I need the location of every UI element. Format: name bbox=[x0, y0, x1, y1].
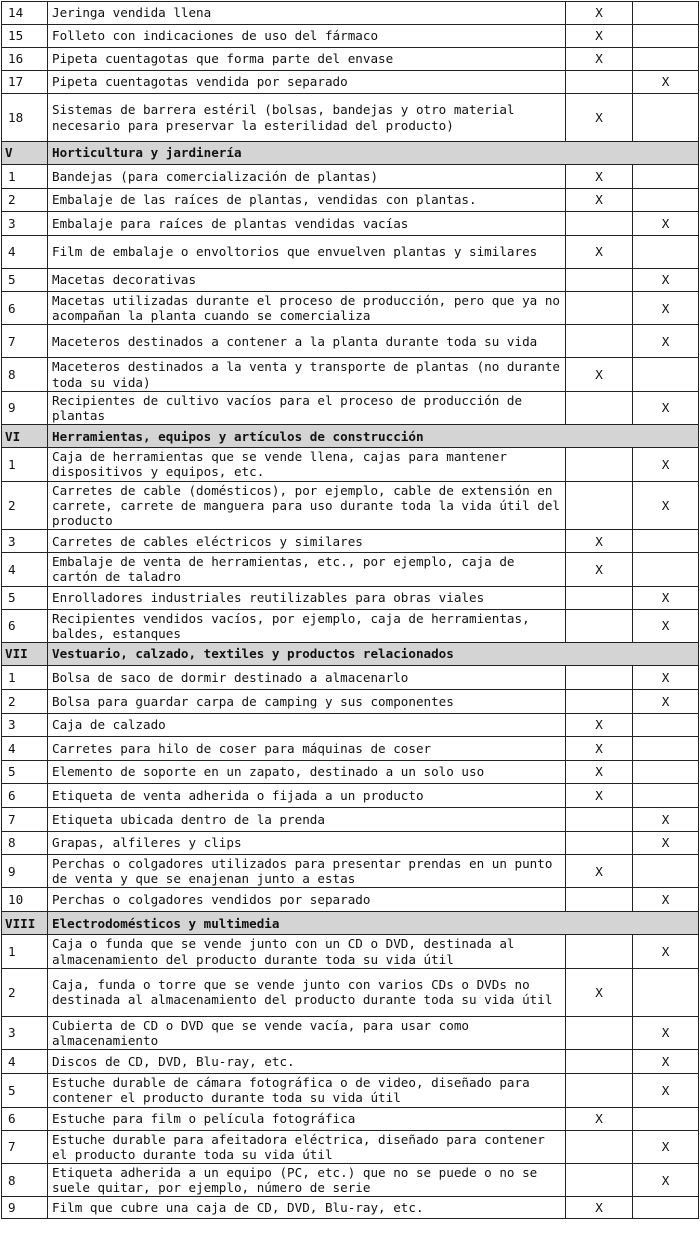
mark-column-2: X bbox=[633, 1164, 699, 1197]
item-description: Carretes para hilo de coser para máquinas de coser bbox=[48, 737, 566, 761]
section-title: Horticultura y jardinería bbox=[48, 142, 699, 165]
item-description: Estuche durable de cámara fotográfica o de video, diseñado para contener el producto durante toda su vida útil bbox=[48, 1074, 566, 1107]
mark-column-1 bbox=[566, 481, 633, 530]
mark-column-2 bbox=[633, 553, 699, 586]
item-number: 1 bbox=[2, 448, 48, 481]
item-description: Recipientes de cultivo vacíos para el proceso de producción de plantas bbox=[48, 391, 566, 424]
item-description: Macetas decorativas bbox=[48, 269, 566, 292]
item-number: 2 bbox=[2, 968, 48, 1016]
mark-column-1 bbox=[566, 448, 633, 481]
item-description: Caja de herramientas que se vende llena, cajas para mantener dispositivos y equipos, etc. bbox=[48, 448, 566, 481]
item-number: 4 bbox=[2, 1050, 48, 1074]
mark-column-1 bbox=[566, 666, 633, 690]
item-description: Enrolladores industriales reutilizables para obras viales bbox=[48, 586, 566, 609]
mark-column-1: X bbox=[566, 761, 633, 784]
item-description: Embalaje de las raíces de plantas, vendidas con plantas. bbox=[48, 189, 566, 212]
item-description: Recipientes vendidos vacíos, por ejemplo, caja de herramientas, baldes, estanques bbox=[48, 609, 566, 642]
table-row bbox=[2, 325, 699, 358]
section-number: VIII bbox=[2, 912, 48, 935]
table-row bbox=[2, 935, 699, 968]
item-description: Maceteros destinados a contener a la planta durante toda su vida bbox=[48, 325, 566, 358]
table-row bbox=[2, 530, 699, 553]
mark-column-2 bbox=[633, 236, 699, 269]
table-row bbox=[2, 1164, 699, 1197]
mark-column-1 bbox=[566, 1074, 633, 1107]
table-row bbox=[2, 1130, 699, 1163]
mark-column-1 bbox=[566, 690, 633, 714]
table-row bbox=[2, 609, 699, 642]
mark-column-1 bbox=[566, 586, 633, 609]
item-description: Caja o funda que se vende junto con un CD o DVD, destinada al almacenamiento del producto durante toda su vida útil bbox=[48, 935, 566, 968]
item-number: 3 bbox=[2, 714, 48, 737]
item-description: Caja, funda o torre que se vende junto con varios CDs o DVDs no destinada al almacenamiento del producto durante toda su vida útil bbox=[48, 968, 566, 1016]
mark-column-1 bbox=[566, 1016, 633, 1049]
mark-column-2: X bbox=[633, 609, 699, 642]
item-description: Bolsa de saco de dormir destinado a almacenarlo bbox=[48, 666, 566, 690]
mark-column-2: X bbox=[633, 481, 699, 530]
section-title: Electrodomésticos y multimedia bbox=[48, 912, 699, 935]
mark-column-2: X bbox=[633, 71, 699, 94]
item-description: Etiqueta ubicada dentro de la prenda bbox=[48, 808, 566, 832]
mark-column-2: X bbox=[633, 666, 699, 690]
table-row bbox=[2, 2, 699, 25]
item-description: Embalaje para raíces de plantas vendidas vacías bbox=[48, 212, 566, 236]
mark-column-2 bbox=[633, 784, 699, 808]
table-row bbox=[2, 212, 699, 236]
item-number: 5 bbox=[2, 586, 48, 609]
table-row bbox=[2, 888, 699, 912]
mark-column-2: X bbox=[633, 808, 699, 832]
item-description: Bolsa para guardar carpa de camping y sus componentes bbox=[48, 690, 566, 714]
mark-column-2: X bbox=[633, 292, 699, 325]
mark-column-2 bbox=[633, 94, 699, 142]
mark-column-2 bbox=[633, 189, 699, 212]
mark-column-1 bbox=[566, 391, 633, 424]
mark-column-2 bbox=[633, 1107, 699, 1130]
mark-column-1: X bbox=[566, 737, 633, 761]
item-number: 6 bbox=[2, 292, 48, 325]
item-number: 7 bbox=[2, 808, 48, 832]
mark-column-1: X bbox=[566, 2, 633, 25]
table-row bbox=[2, 448, 699, 481]
mark-column-2: X bbox=[633, 1130, 699, 1163]
item-number: 8 bbox=[2, 358, 48, 391]
item-description: Jeringa vendida llena bbox=[48, 2, 566, 25]
item-description: Folleto con indicaciones de uso del fármaco bbox=[48, 25, 566, 48]
packaging-classification-table bbox=[1, 1, 699, 1219]
item-number: 9 bbox=[2, 391, 48, 424]
mark-column-2 bbox=[633, 855, 699, 888]
section-header-row bbox=[2, 643, 699, 666]
item-description: Sistemas de barrera estéril (bolsas, bandejas y otro material necesario para preservar la esterilidad del producto) bbox=[48, 94, 566, 142]
mark-column-2 bbox=[633, 25, 699, 48]
mark-column-1: X bbox=[566, 25, 633, 48]
mark-column-1 bbox=[566, 888, 633, 912]
item-number: 15 bbox=[2, 25, 48, 48]
item-description: Pipeta cuentagotas que forma parte del envase bbox=[48, 48, 566, 71]
mark-column-1: X bbox=[566, 94, 633, 142]
mark-column-2 bbox=[633, 165, 699, 189]
item-number: 5 bbox=[2, 1074, 48, 1107]
table-row bbox=[2, 808, 699, 832]
mark-column-2 bbox=[633, 1197, 699, 1219]
section-header-row bbox=[2, 425, 699, 448]
mark-column-2: X bbox=[633, 586, 699, 609]
table-row bbox=[2, 94, 699, 142]
mark-column-2: X bbox=[633, 391, 699, 424]
item-description: Embalaje de venta de herramientas, etc., por ejemplo, caja de cartón de taladro bbox=[48, 553, 566, 586]
table-body bbox=[2, 2, 699, 1219]
table-row bbox=[2, 236, 699, 269]
table-row bbox=[2, 761, 699, 784]
section-header-row bbox=[2, 142, 699, 165]
mark-column-2: X bbox=[633, 325, 699, 358]
section-title: Herramientas, equipos y artículos de construcción bbox=[48, 425, 699, 448]
mark-column-2: X bbox=[633, 1074, 699, 1107]
item-number: 14 bbox=[2, 2, 48, 25]
item-number: 6 bbox=[2, 609, 48, 642]
item-number: 5 bbox=[2, 761, 48, 784]
item-number: 4 bbox=[2, 737, 48, 761]
mark-column-2 bbox=[633, 2, 699, 25]
mark-column-2 bbox=[633, 358, 699, 391]
mark-column-2 bbox=[633, 968, 699, 1016]
mark-column-2: X bbox=[633, 832, 699, 855]
mark-column-2: X bbox=[633, 690, 699, 714]
item-description: Film de embalaje o envoltorios que envuelven plantas y similares bbox=[48, 236, 566, 269]
mark-column-2: X bbox=[633, 935, 699, 968]
section-number: VI bbox=[2, 425, 48, 448]
table-row bbox=[2, 48, 699, 71]
table-row bbox=[2, 25, 699, 48]
mark-column-1: X bbox=[566, 784, 633, 808]
table-row bbox=[2, 269, 699, 292]
table-row bbox=[2, 1016, 699, 1049]
mark-column-1: X bbox=[566, 855, 633, 888]
item-description: Bandejas (para comercialización de plantas) bbox=[48, 165, 566, 189]
mark-column-1 bbox=[566, 269, 633, 292]
item-number: 5 bbox=[2, 269, 48, 292]
table-row bbox=[2, 714, 699, 737]
section-number: V bbox=[2, 142, 48, 165]
item-number: 9 bbox=[2, 855, 48, 888]
mark-column-1 bbox=[566, 935, 633, 968]
mark-column-1 bbox=[566, 1130, 633, 1163]
table-row bbox=[2, 391, 699, 424]
section-header-row bbox=[2, 912, 699, 935]
table-row bbox=[2, 968, 699, 1016]
item-number: 4 bbox=[2, 553, 48, 586]
item-description: Film que cubre una caja de CD, DVD, Blu-ray, etc. bbox=[48, 1197, 566, 1219]
table-row bbox=[2, 292, 699, 325]
item-number: 4 bbox=[2, 236, 48, 269]
mark-column-1: X bbox=[566, 236, 633, 269]
item-number: 2 bbox=[2, 189, 48, 212]
item-number: 7 bbox=[2, 325, 48, 358]
mark-column-2: X bbox=[633, 1050, 699, 1074]
mark-column-2: X bbox=[633, 888, 699, 912]
table-row bbox=[2, 553, 699, 586]
item-number: 6 bbox=[2, 784, 48, 808]
item-description: Elemento de soporte en un zapato, destinado a un solo uso bbox=[48, 761, 566, 784]
table-row bbox=[2, 1074, 699, 1107]
table-row bbox=[2, 737, 699, 761]
mark-column-1: X bbox=[566, 358, 633, 391]
table-row bbox=[2, 1107, 699, 1130]
item-number: 7 bbox=[2, 1130, 48, 1163]
item-number: 16 bbox=[2, 48, 48, 71]
mark-column-2 bbox=[633, 761, 699, 784]
item-number: 3 bbox=[2, 212, 48, 236]
item-number: 3 bbox=[2, 530, 48, 553]
mark-column-1: X bbox=[566, 1197, 633, 1219]
mark-column-1 bbox=[566, 609, 633, 642]
item-number: 1 bbox=[2, 666, 48, 690]
item-description: Carretes de cable (domésticos), por ejemplo, cable de extensión en carrete, carrete de manguera para uso durante toda la vida útil del producto bbox=[48, 481, 566, 530]
table-row bbox=[2, 586, 699, 609]
table-row bbox=[2, 358, 699, 391]
item-number: 9 bbox=[2, 1197, 48, 1219]
item-description: Discos de CD, DVD, Blu-ray, etc. bbox=[48, 1050, 566, 1074]
table-row bbox=[2, 832, 699, 855]
table-row bbox=[2, 165, 699, 189]
mark-column-1 bbox=[566, 71, 633, 94]
item-number: 10 bbox=[2, 888, 48, 912]
item-description: Estuche durable para afeitadora eléctrica, diseñado para contener el producto durante toda su vida útil bbox=[48, 1130, 566, 1163]
mark-column-1: X bbox=[566, 189, 633, 212]
mark-column-1 bbox=[566, 325, 633, 358]
table-row bbox=[2, 690, 699, 714]
mark-column-1: X bbox=[566, 714, 633, 737]
item-description: Carretes de cables eléctricos y similares bbox=[48, 530, 566, 553]
item-number: 1 bbox=[2, 935, 48, 968]
item-description: Etiqueta adherida a un equipo (PC, etc.) que no se puede o no se suele quitar, por ejemplo, número de serie bbox=[48, 1164, 566, 1197]
mark-column-1 bbox=[566, 808, 633, 832]
mark-column-1: X bbox=[566, 165, 633, 189]
mark-column-1 bbox=[566, 1164, 633, 1197]
item-number: 8 bbox=[2, 832, 48, 855]
item-description: Caja de calzado bbox=[48, 714, 566, 737]
mark-column-1 bbox=[566, 212, 633, 236]
mark-column-1: X bbox=[566, 553, 633, 586]
mark-column-2: X bbox=[633, 448, 699, 481]
mark-column-1: X bbox=[566, 530, 633, 553]
item-description: Grapas, alfileres y clips bbox=[48, 832, 566, 855]
mark-column-1: X bbox=[566, 968, 633, 1016]
mark-column-1 bbox=[566, 1050, 633, 1074]
mark-column-1 bbox=[566, 292, 633, 325]
table-row bbox=[2, 189, 699, 212]
mark-column-1: X bbox=[566, 48, 633, 71]
mark-column-2 bbox=[633, 714, 699, 737]
mark-column-2: X bbox=[633, 212, 699, 236]
item-description: Estuche para film o película fotográfica bbox=[48, 1107, 566, 1130]
section-title: Vestuario, calzado, textiles y productos relacionados bbox=[48, 643, 699, 666]
mark-column-2: X bbox=[633, 269, 699, 292]
mark-column-1: X bbox=[566, 1107, 633, 1130]
item-description: Perchas o colgadores utilizados para presentar prendas en un punto de venta y que se enajenan junto a estas bbox=[48, 855, 566, 888]
table-row bbox=[2, 1050, 699, 1074]
item-number: 6 bbox=[2, 1107, 48, 1130]
table-row bbox=[2, 1197, 699, 1219]
table-row bbox=[2, 784, 699, 808]
mark-column-2 bbox=[633, 530, 699, 553]
item-number: 2 bbox=[2, 690, 48, 714]
item-description: Macetas utilizadas durante el proceso de producción, pero que ya no acompañan la planta cuando se comercializa bbox=[48, 292, 566, 325]
item-number: 1 bbox=[2, 165, 48, 189]
section-number: VII bbox=[2, 643, 48, 666]
item-number: 3 bbox=[2, 1016, 48, 1049]
mark-column-2: X bbox=[633, 1016, 699, 1049]
item-description: Maceteros destinados a la venta y transporte de plantas (no durante toda su vida) bbox=[48, 358, 566, 391]
item-number: 18 bbox=[2, 94, 48, 142]
mark-column-1 bbox=[566, 832, 633, 855]
table-row bbox=[2, 666, 699, 690]
item-description: Cubierta de CD o DVD que se vende vacía, para usar como almacenamiento bbox=[48, 1016, 566, 1049]
item-number: 17 bbox=[2, 71, 48, 94]
item-number: 2 bbox=[2, 481, 48, 530]
item-number: 8 bbox=[2, 1164, 48, 1197]
item-description: Etiqueta de venta adherida o fijada a un producto bbox=[48, 784, 566, 808]
table-row bbox=[2, 71, 699, 94]
table-row bbox=[2, 481, 699, 530]
table-row bbox=[2, 855, 699, 888]
mark-column-2 bbox=[633, 48, 699, 71]
mark-column-2 bbox=[633, 737, 699, 761]
item-description: Perchas o colgadores vendidos por separado bbox=[48, 888, 566, 912]
item-description: Pipeta cuentagotas vendida por separado bbox=[48, 71, 566, 94]
